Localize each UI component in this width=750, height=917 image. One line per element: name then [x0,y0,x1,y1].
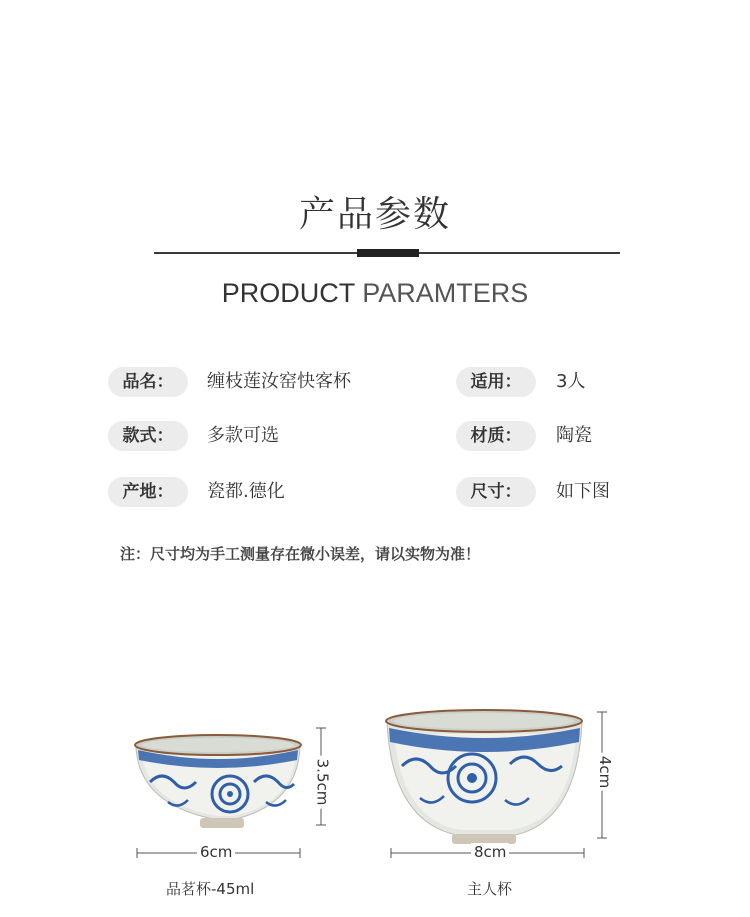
spec-label-name: 品名： [108,367,188,397]
title-en-light: PARAMTERS [362,278,529,308]
large-cup-width-label: 8cm [471,843,509,861]
spec-value-material: 陶瓷 [556,425,592,446]
spec-label-style: 款式： [108,421,188,451]
large-cup-image [386,710,582,844]
small-cup-caption: 品茗杯-45ml [166,880,255,898]
spec-label-size: 尺寸： [456,477,536,507]
spec-label-material: 材质： [456,421,536,451]
spec-value-size: 如下图 [556,481,610,502]
spec-label-usage: 适用： [456,367,536,397]
page-title-en [0,278,750,309]
spec-value-name: 缠枝莲汝窑快客杯 [207,371,351,392]
spec-value-usage: 3人 [556,371,586,392]
large-cup-height-label: 4cm [596,753,614,791]
spec-value-style: 多款可选 [207,425,279,446]
large-cup-caption: 主人杯 [467,880,513,898]
spec-label-origin: 产地： [108,477,188,507]
measurement-note: 注：尺寸均为手工测量存在微小误差，请以实物为准！ [120,545,481,563]
small-cup-image [135,735,301,828]
title-en-bold: PRODUCT [221,278,355,308]
page-title-cn: 产品参数 [298,194,451,235]
cups-illustration [0,690,750,865]
small-cup-height-label: 3.5cm [313,756,331,809]
title-divider-accent [357,249,419,257]
small-cup-width-label: 6cm [197,843,235,861]
spec-value-origin: 瓷都.德化 [207,481,285,502]
